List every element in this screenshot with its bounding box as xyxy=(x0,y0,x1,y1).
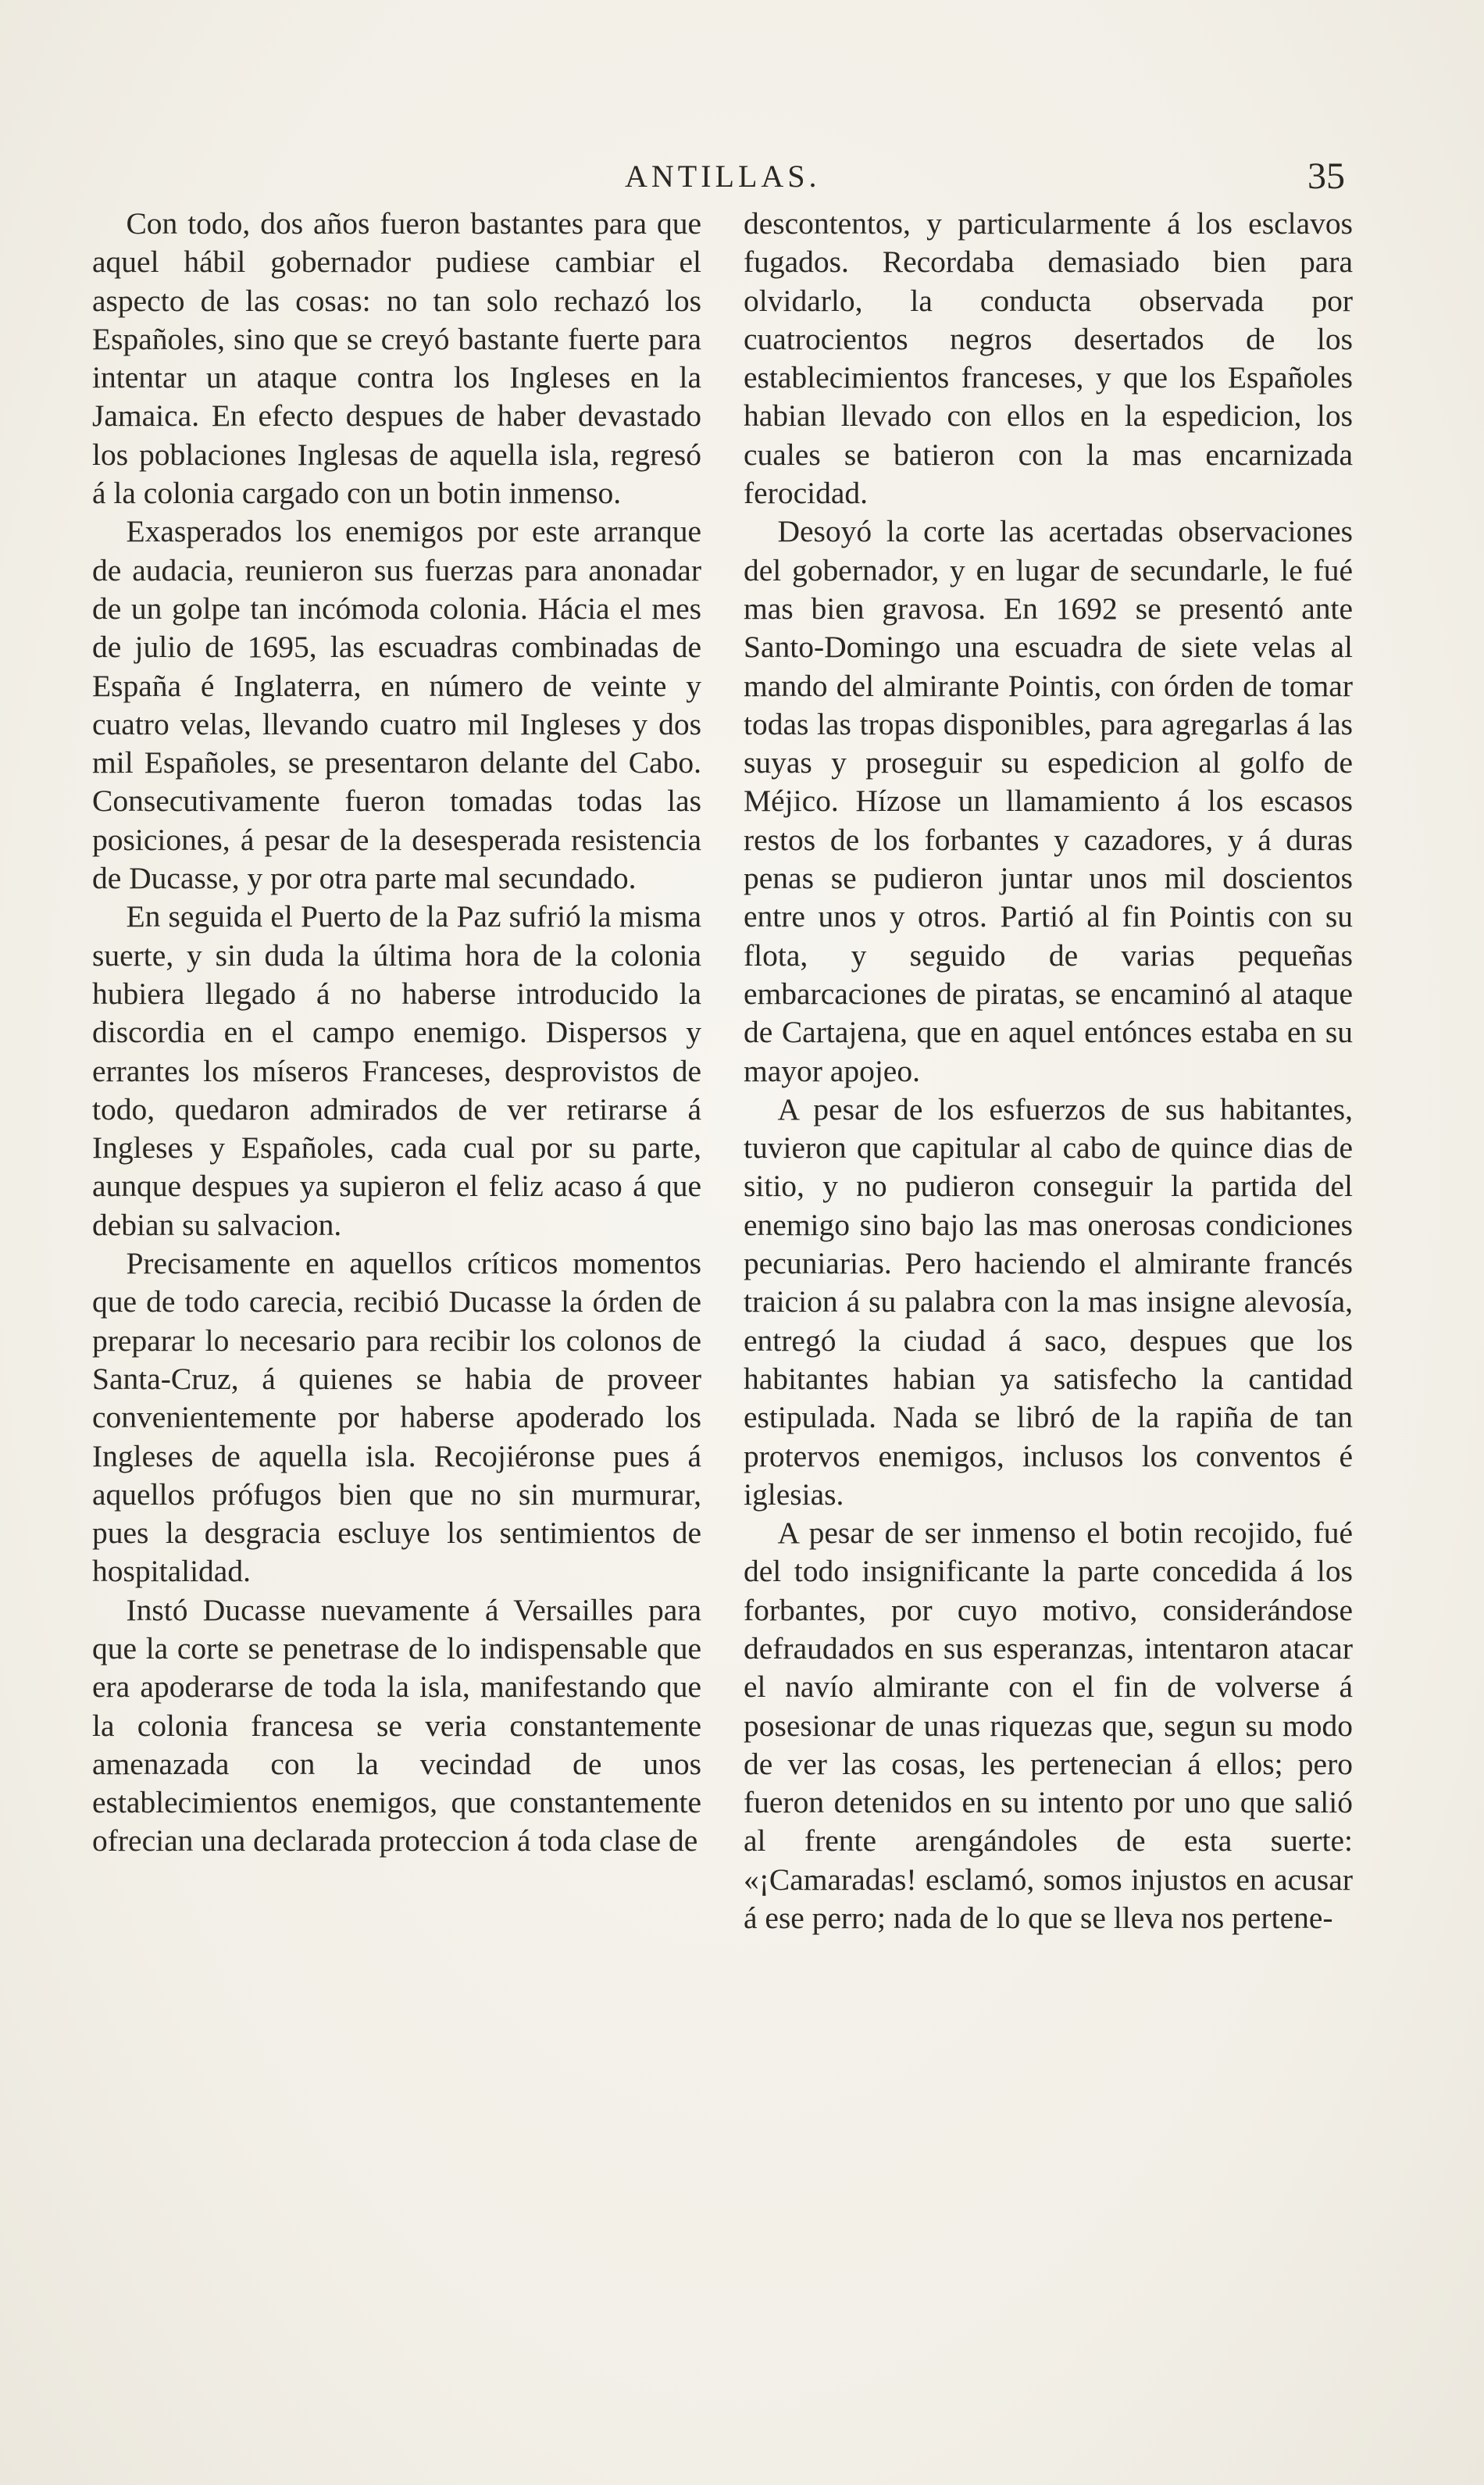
running-head xyxy=(0,153,1484,200)
paragraph: A pesar de ser inmenso el botin recojido, fué del todo insignificante la parte concedida á los forbantes, por cuyo motivo, considerándose defraudados en sus esperanzas, intentaron atacar el navío almirante con el fin de volverse á posesionar de unas riquezas que, segun su modo de ver las cosas, les pertenecian á ellos; pero fueron detenidos en su intento por uno que salió al frente arengándoles de esta suerte: «¡Camaradas! esclamó, somos injustos en acusar á ese perro; nada de lo que se lleva nos pertene- xyxy=(744,1516,1353,1936)
paragraph: A pesar de los esfuerzos de sus habitantes, tuvieron que capitular al cabo de quince dias de sitio, y no pudieron conseguir la partida del enemigo sino bajo las mas onerosas condiciones pecuniarias. Pero haciendo el almirante francés traicion á su palabra con la mas insigne alevosía, entregó la ciudad á saco, despues que los habitantes habian ya satisfecho la cantidad estipulada. Nada se libró de la rapiña de tan protervos enemigos, inclusos los conventos é iglesias. xyxy=(744,1091,1353,1512)
left-column xyxy=(92,205,701,1861)
paragraph: Desoyó la corte las acertadas observaciones del gobernador, y en lugar de secundarle, le fué mas bien gravosa. En 1692 se presentó ante Santo-Domingo una escuadra de siete velas al mando del almirante Pointis, con órden de tomar todas las tropas disponibles, para agregarlas á las suyas y proseguir su espedicion al golfo de Méjico. Hízose un llamamiento á los escasos restos de los forbantes y cazadores, y á duras penas se pudieron juntar unos mil doscientos entre unos y otros. Partió al fin Pointis con su flota, y seguido de varias pequeñas embarcaciones de piratas, se encaminó al ataque de Cartajena, que en aquel entónces estaba en su mayor apojeo. xyxy=(744,514,1353,1088)
paragraph: Con todo, dos años fueron bastantes para que aquel hábil gobernador pudiese cambiar el aspecto de las cosas: no tan solo rechazó los Españoles, sino que se creyó bastante fuerte para intentar un ataque contra los Ingleses en la Jamaica. En efecto despues de haber devastado los poblaciones Inglesas de aquella isla, regresó á la colonia cargado con un botin inmenso. xyxy=(92,206,701,511)
running-title: ANTILLAS. xyxy=(625,159,821,194)
page-number: 35 xyxy=(1307,155,1345,197)
paragraph-continuation: descontentos, y particularmente á los esclavos fugados. Recordaba demasiado bien para olvidarlo, la conducta observada por cuatrocientos negros desertados de los establecimientos franceses, y que los Españoles habian llevado con ellos en la espedicion, los cuales se batieron con la mas encarnizada ferocidad. xyxy=(744,206,1353,511)
right-column xyxy=(744,205,1353,1937)
paragraph: En seguida el Puerto de la Paz sufrió la misma suerte, y sin duda la última hora de la colonia hubiera llegado á no haberse introducido la discordia en el campo enemigo. Dispersos y errantes los míseros Franceses, desprovistos de todo, quedaron admirados de ver retirarse á Ingleses y Españoles, cada cual por su parte, aunque despues ya supieron el feliz acaso á que debian su salvacion. xyxy=(92,899,701,1242)
paragraph: Precisamente en aquellos críticos momentos que de todo carecia, recibió Ducasse la órden de preparar lo necesario para recibir los colonos de Santa-Cruz, á quienes se habia de proveer convenientemente por haberse apoderado los Ingleses de aquella isla. Recojiéronse pues á aquellos prófugos bien que no sin murmurar, pues la desgracia escluye los sentimientos de hospitalidad. xyxy=(92,1246,701,1589)
paragraph: Exasperados los enemigos por este arranque de audacia, reunieron sus fuerzas para anonadar de un golpe tan incómoda colonia. Hácia el mes de julio de 1695, las escuadras combinadas de España é Inglaterra, en número de veinte y cuatro velas, llevando cuatro mil Ingleses y dos mil Españoles, se presentaron delante del Cabo. Consecutivamente fueron tomadas todas las posiciones, á pesar de la desesperada resistencia de Ducasse, y por otra parte mal secundado. xyxy=(92,514,701,896)
paragraph: Instó Ducasse nuevamente á Versailles para que la corte se penetrase de lo indispensable que era apoderarse de toda la isla, manifestando que la colonia francesa se veria constantemente amenazada con la vecindad de unos establecimientos enemigos, que constantemente ofrecian una declarada proteccion á toda clase de xyxy=(92,1592,701,1858)
